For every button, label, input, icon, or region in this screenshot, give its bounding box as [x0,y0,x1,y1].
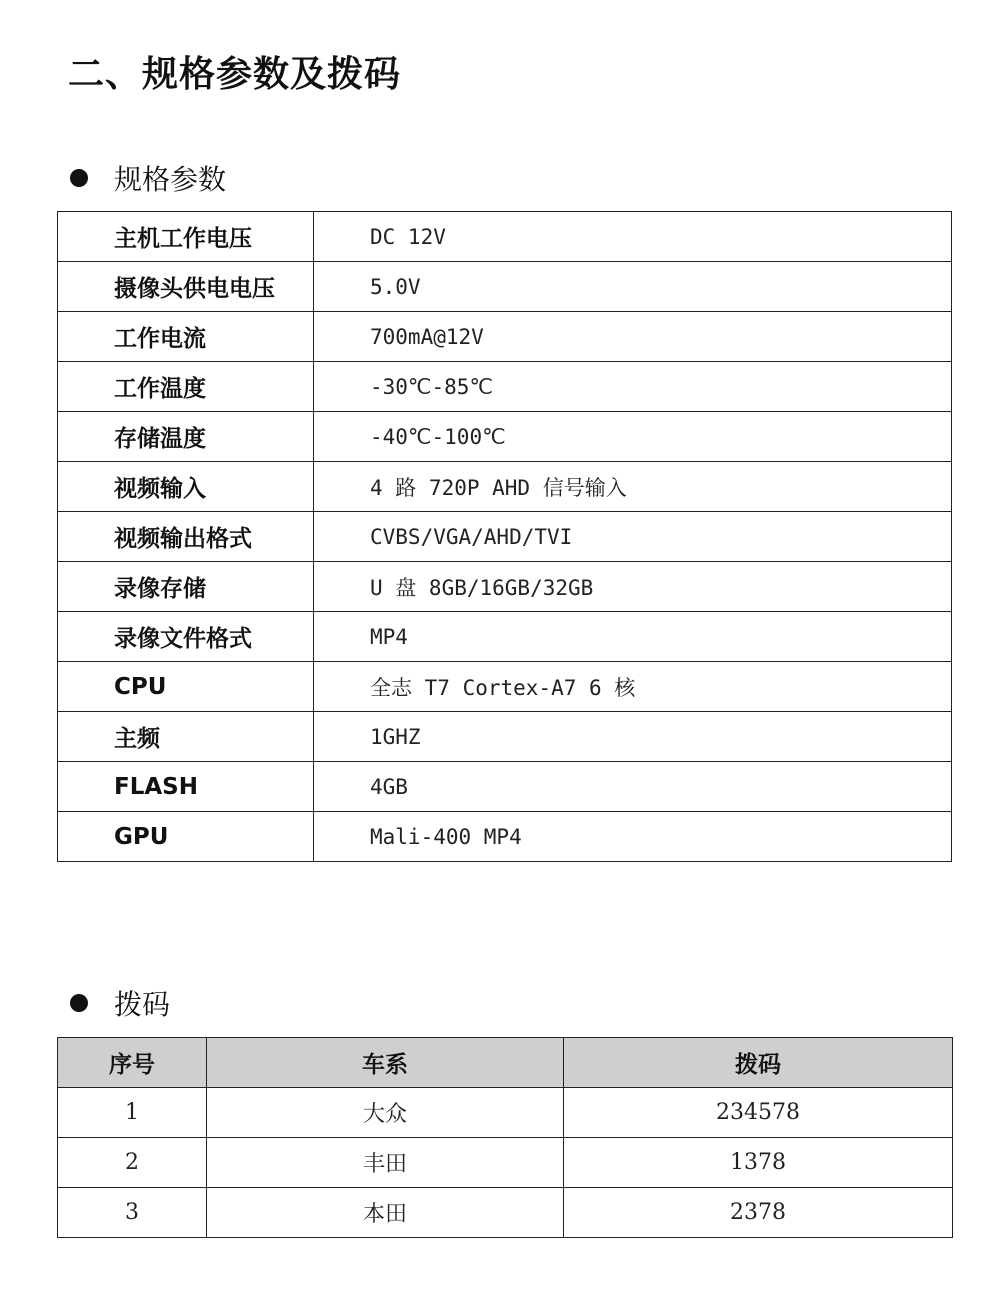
spec-value: Mali-400 MP4 [314,812,952,862]
column-header-index: 序号 [58,1038,207,1088]
dip-table-row [58,1088,953,1138]
spec-row [58,362,952,412]
spec-label: CPU [58,662,314,712]
spec-value: 1GHZ [314,712,952,762]
spec-value: MP4 [314,612,952,662]
spec-value: 全志 T7 Cortex-A7 6 核 [314,662,952,712]
dip-index-cell: 1 [58,1088,207,1138]
dip-section-heading [70,985,170,1021]
spec-row [58,562,952,612]
dip-code-cell: 2378 [564,1188,953,1238]
dip-table-header-row [58,1038,953,1088]
spec-table [57,211,952,862]
dip-code-cell: 1378 [564,1138,953,1188]
spec-row [58,412,952,462]
bullet-icon [70,994,88,1012]
bullet-icon [70,169,88,187]
spec-row [58,712,952,762]
spec-row [58,812,952,862]
page-title: 二、规格参数及拨码 [68,54,402,95]
spec-value: 700mA@12V [314,312,952,362]
spec-value: -40℃-100℃ [314,412,952,462]
spec-row [58,612,952,662]
spec-row [58,262,952,312]
spec-value: 5.0V [314,262,952,312]
spec-label: 存储温度 [58,412,314,462]
spec-value: -30℃-85℃ [314,362,952,412]
spec-row [58,662,952,712]
spec-row [58,212,952,262]
column-header-dip-code: 拨码 [564,1038,953,1088]
spec-value: CVBS/VGA/AHD/TVI [314,512,952,562]
spec-row [58,462,952,512]
dip-table [57,1037,953,1238]
dip-vehicle-cell: 本田 [207,1188,564,1238]
dip-index-cell: 3 [58,1188,207,1238]
spec-row [58,312,952,362]
spec-label: 主频 [58,712,314,762]
spec-label: 视频输入 [58,462,314,512]
dip-vehicle-cell: 大众 [207,1088,564,1138]
spec-row [58,512,952,562]
spec-label: 录像存储 [58,562,314,612]
spec-value: 4GB [314,762,952,812]
spec-label: 摄像头供电电压 [58,262,314,312]
spec-value: U 盘 8GB/16GB/32GB [314,562,952,612]
column-header-vehicle: 车系 [207,1038,564,1088]
dip-table-row [58,1188,953,1238]
spec-label: FLASH [58,762,314,812]
dip-table-row [58,1138,953,1188]
spec-section-heading-text: 规格参数 [114,163,227,196]
spec-value: DC 12V [314,212,952,262]
spec-label: 工作温度 [58,362,314,412]
spec-label: 录像文件格式 [58,612,314,662]
dip-index-cell: 2 [58,1138,207,1188]
dip-section-heading-text: 拨码 [114,988,171,1021]
spec-label: GPU [58,812,314,862]
dip-code-cell: 234578 [564,1088,953,1138]
spec-label: 工作电流 [58,312,314,362]
dip-vehicle-cell: 丰田 [207,1138,564,1188]
spec-label: 主机工作电压 [58,212,314,262]
spec-value: 4 路 720P AHD 信号输入 [314,462,952,512]
spec-section-heading [70,160,226,196]
spec-label: 视频输出格式 [58,512,314,562]
spec-row [58,762,952,812]
